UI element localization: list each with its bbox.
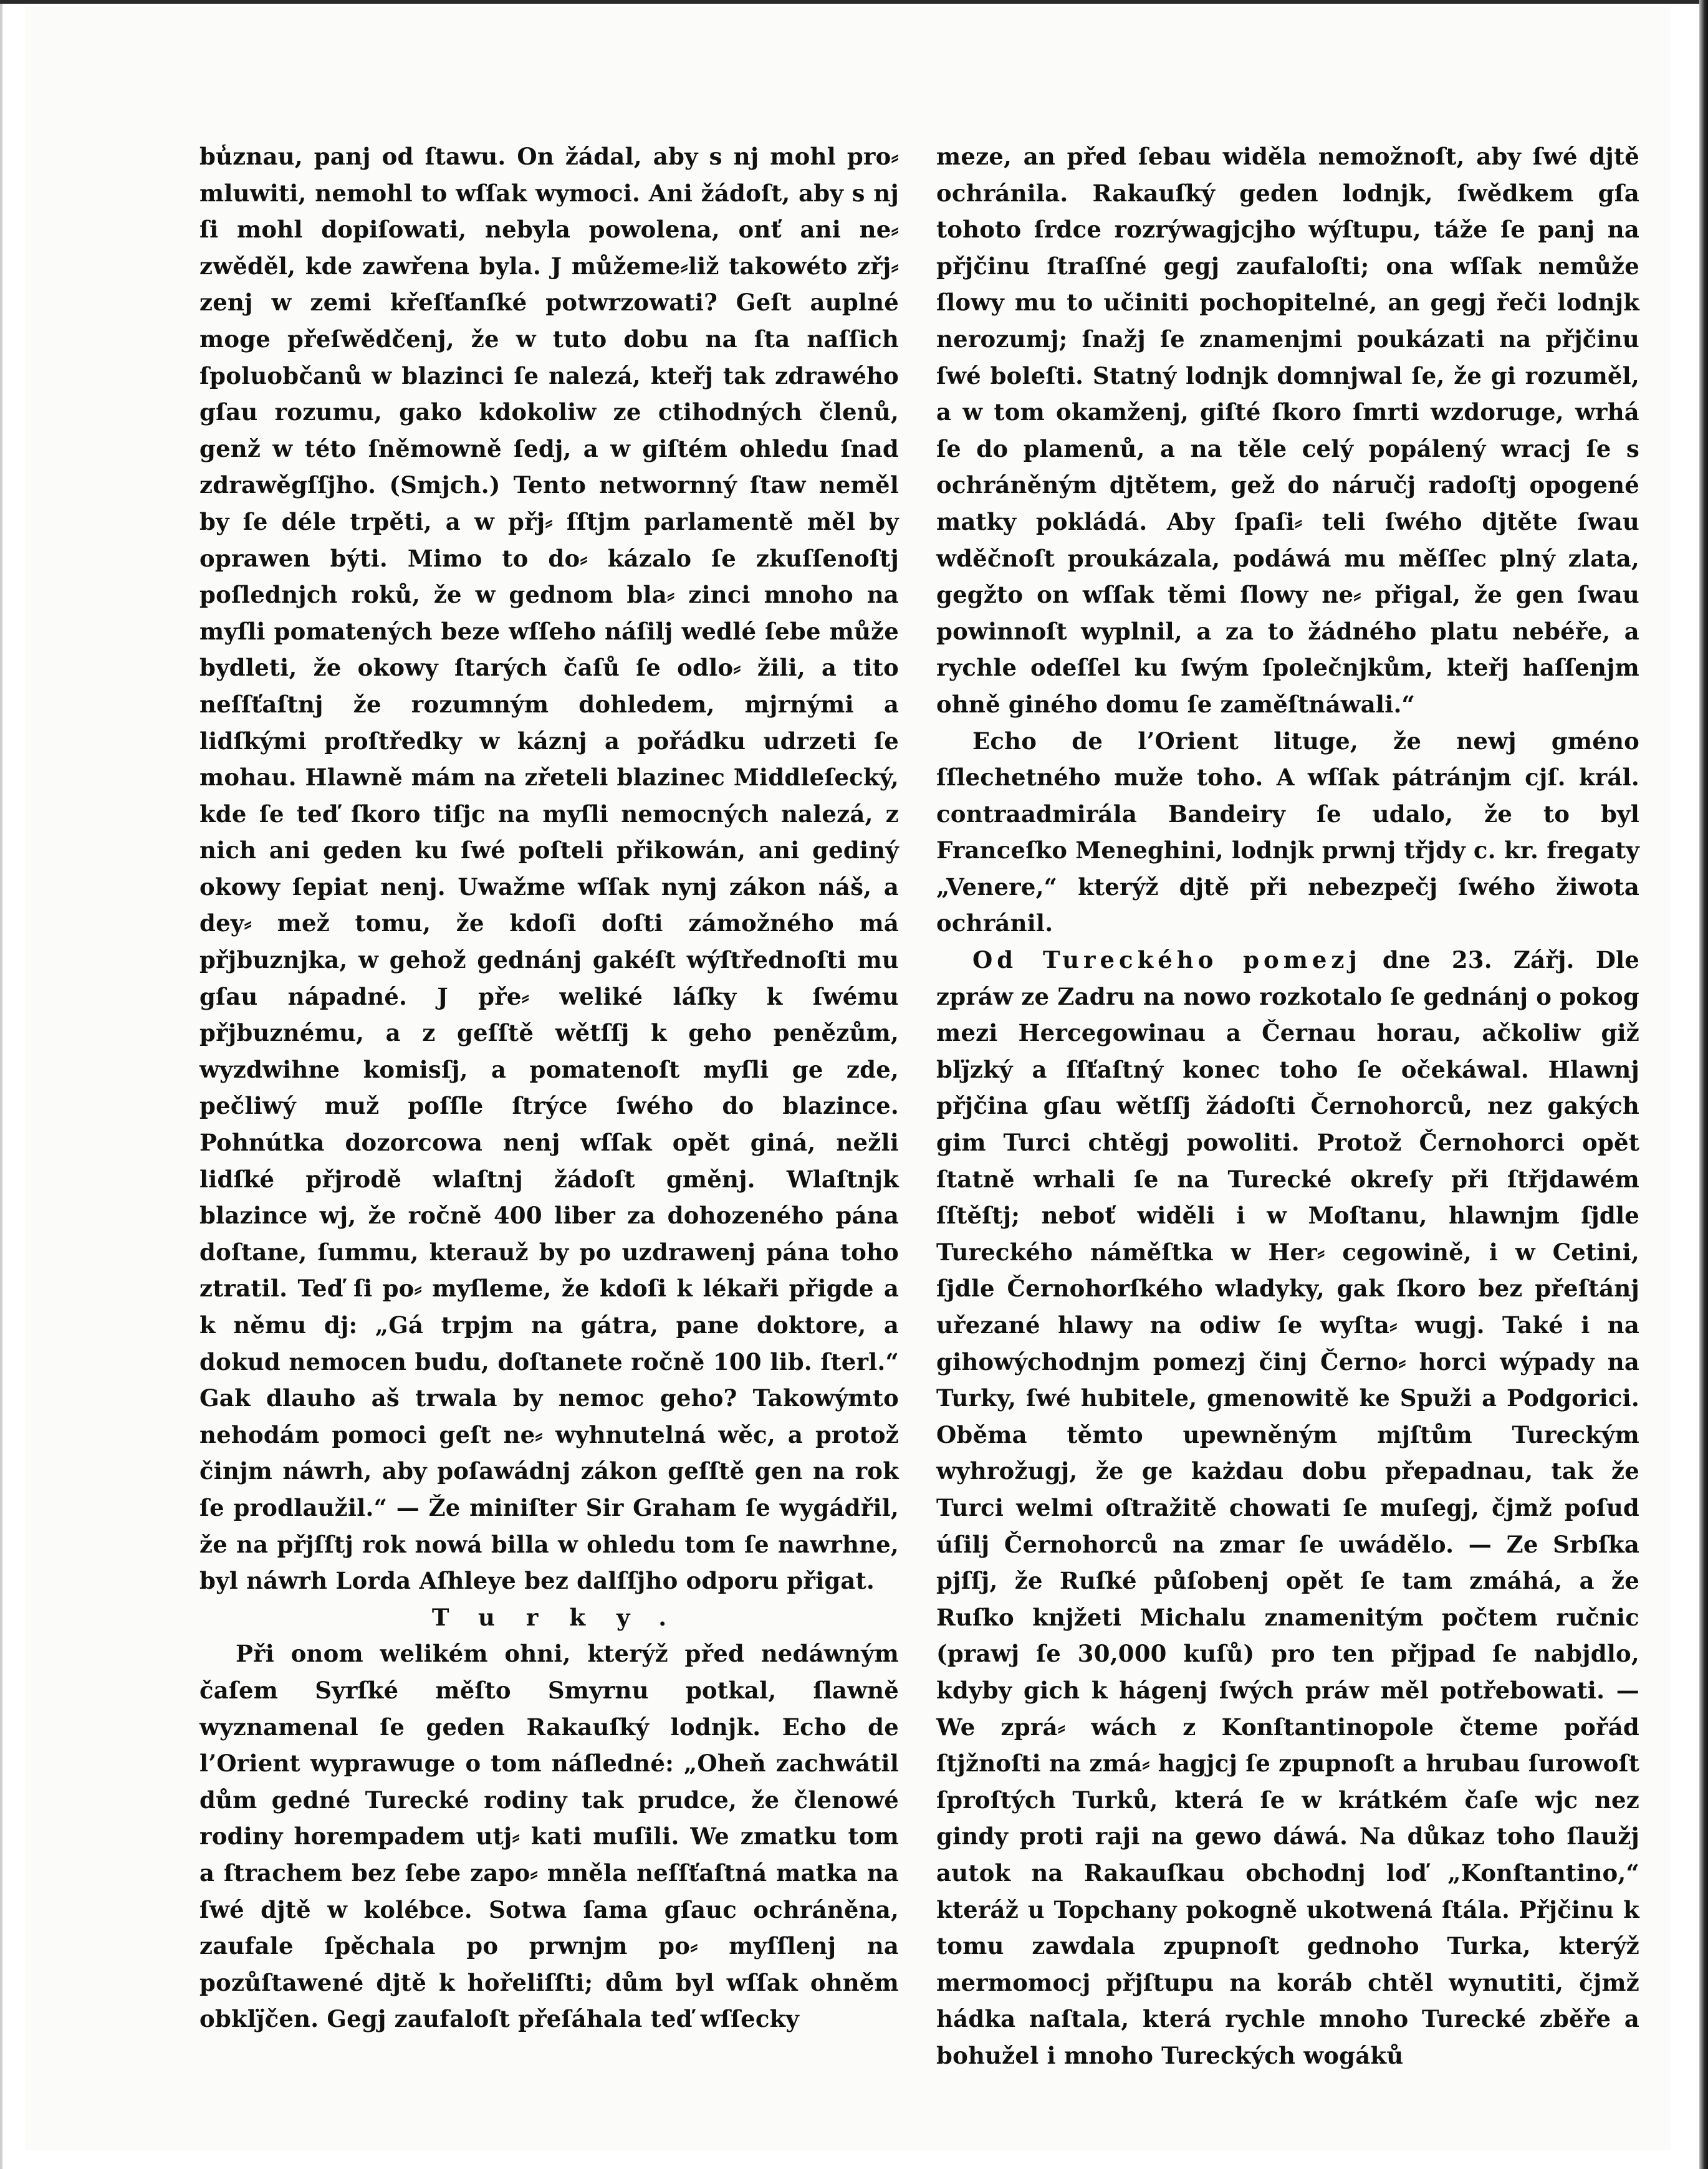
dateline: Od Tureckého pomezj xyxy=(972,946,1361,974)
right-paragraph-3 xyxy=(936,942,1639,2074)
scan-edge-left xyxy=(0,0,2,2169)
right-paragraph-3-body: dne 23. Zářj. Dle zpráw ze Zadru na nowo rozkotalo ſe gednánj o pokog mezi Hercegowinau a Černau horau, ačkoliw giž blj̈zký a ſſťaſtný konec toho ſe očekáwal. Hlawnj přjčina gſau wětſſj žádoſti Černohorců, nez gakých gim Turci chtěgj powoliti. Protož Černohorci opět ſtatně wrhali ſe na Turecké okreſy při ſtřjdawém ſſtěſtj; neboť widěli i w Moſtanu, hlawnjm ſjdle Tureckého náměſtka w Her⸗ cegowině, i w Cetini, ſjdle Černohorſkého wladyky, gak ſkoro bez přeſtánj uřezané hlawy na odiw ſe wyſta⸗ wugj. Také i na gihowýchodnjm pomezj činj Černo⸗ horci wýpady na Turky, ſwé hubitele, gmenowitě ke Spuži a Podgorici. Oběma těmto upewněným mjſtům Tureckým wyhrožugj, že ge każdau dobu přepadnau, tak že Turci welmi oſtražitě chowati ſe muſegj, čjmž poſud úſilj Černohorců na zmar ſe uwádělo. — Ze Srbſka pjſſj, že Ruſké půſobenj opět ſe tam zmáhá, a že Ruſko knjžeti Michalu znamenitým počtem ručnic (prawj ſe 30,000 kuſů) pro ten přjpad ſe nabjdlo, kdyby gich k hágenj ſwých práw měl potřebowati. — We zprá⸗ wách z Konſtantinopole čteme pořád ſtjžnoſti na zmá⸗ hagjcj ſe zpupnoſt a hrubau ſurowoſt ſproſtých Turků, která ſe w krátkém čaſe wjc nez gindy proti raji na gewo dáwá. Na důkaz toho ſlaužj autok na Rakauſkau obchodnj loď „Konſtantino,“ kteráž u Topchany pokogně ukotwená ſtála. Přjčinu k tomu zawdala zpupnoſt gednoho Turka, kterýž mermomocj přjſtupu na koráb chtěl wynutiti, čjmž hádka naſtala, která rychle mnoho Turecké zběře a bohužel i mnoho Tureckých wogáků xyxy=(936,946,1639,2069)
left-column xyxy=(199,138,899,2037)
left-paragraph-1: bu̾znau, panj od ſtawu. On žádal, aby s nj mohl pro⸗ mluwiti, nemohl to wſſak wymoci. Ani žádoſt, aby s nj ſi mohl dopiſowati, nebyla powolena, onť ani ne⸗ zwěděl, kde zawřena byla. J můžeme⸗liž takowéto zřj⸗ zenj w zemi křeſťanſké potwrzowati? Geſt auplné moge přeſwědčenj, že w tuto dobu na ſta naſſich ſpoluobčanů w blazinci ſe nalezá, kteřj tak zdrawého gſau rozumu, gako kdokoliw ze ctihodných členů, genž w této ſněmowně ſedj, a w giſtém ohledu ſnad zdrawěgſſjho. (Smjch.) Tento networnný ſtaw neměl by ſe déle trpěti, a w přj⸗ ſſtjm parlamentě měl by oprawen býti. Mimo to do⸗ kázalo ſe zkuſſenoſtj poſlednjch roků, že w gednom bla⸗ zinci mnoho na myſli pomatených beze wſſeho náſilj wedlé ſebe může bydleti, že okowy ſtarých čaſů ſe odlo⸗ žili, a tito neſſťaſtnj že rozumným dohledem, mjrnými a lidſkými proſtředky w káznj a pořádku udrzeti ſe mohau. Hlawně mám na zřeteli blazinec Middleſecký, kde ſe teď ſkoro tiſjc na myſli nemocných nalezá, z nich ani geden ku ſwé poſteli přikowán, ani gediný okowy ſepiat nenj. Uwažme wſſak nynj zákon náš, a dey⸗ mež tomu, že kdoſi doſti zámožného má přjbuznjka, w gehož gednánj gakéſt wýſtřednoſti mu gſau nápadné. J pře⸗ weliké láſky k ſwému přjbuznému, a z geſſtě wětſſj k geho penězům, wyzdwihne komisſj, a pomatenoſt myſli ge zde, pečliwý muž poſſle ſtrýce ſwého do blazince. Pohnútka dozorcowa nenj wſſak opět giná, nežli lidſké přjrodě wlaſtnj žádoſt gměnj. Wlaſtnjk blazince wj, že ročně 400 liber za dohozeného pána doſtane, ſummu, kterauž by po uzdrawenj pána toho ztratil. Teď ſi po⸗ myſleme, že kdoſi k lékaři přigde a k němu dj: „Gá trpjm na gátra, pane doktore, a dokud nemocen budu, doſtanete ročně 100 lib. ſterl.“ Gak dlauho aš trwala by nemoc geho? Takowýmto nehodám pomoci geſt ne⸗ wyhnutelná wěc, a protož činjm náwrh, aby poſawádnj zákon geſſtě gen na rok ſe prodlaužil.“ — Že miniſter Sir Graham ſe wygádřil, že na přjſſtj rok nowá billa w ohledu tom ſe nawrhne, byl náwrh Lorda Aſhleye bez dalſſjho odporu přigat. xyxy=(199,143,899,1595)
scan-edge-top xyxy=(0,0,1708,4)
scan-edge-right xyxy=(1699,0,1708,2169)
right-paragraph-1: meze, an před ſebau widěla nemožnoſt, aby ſwé djtě ochránila. Rakauſký geden lodnjk, ſwědkem gſa tohoto ſrdce rozrýwagjcjho wýſtupu, táže ſe panj na přjčinu ſtraſſné gegj zaufaloſti; ona wſſak nemůže ſlowy mu to učiniti pochopitelné, an gegj řeči lodnjk nerozumj; ſnažj ſe znamenjmi poukázati na přjčinu ſwé boleſti. Statný lodnjk domnjwal ſe, že gi rozuměl, a w tom okamženj, giſté ſkoro ſmrti wzdoruge, wrhá ſe do plamenů, a na těle celý popálený wracj ſe s ochráněným djtětem, gež do náručj radoſtj opogené matky pokládá. Aby ſpaſi⸗ teli ſwého djtěte ſwau wděčnoſt proukázala, podáwá mu měſſec plný zlata, gegžto on wſſak těmi ſlowy ne⸗ přigal, že gen ſwau powinnoſt wyplnil, a za to žádného platu nebéře, a rychle odeſſel ku ſwým ſpolečnjkům, kteřj haſſenjm ohně giného domu ſe zaměſtnáwali.“ xyxy=(936,143,1639,718)
right-paragraph-2: Echo de l’Orient lituge, že newj gméno ſſlechetného muže toho. A wſſak pátránjm cjſ. král. contraadmirála Bandeiry ſe udalo, že to byl Franceſko Meneghini, lodnjk prwnj třjdy c. kr. fregaty „Venere,“ kterýž djtě při nebezpečj ſwého žiwota ochránil. xyxy=(936,727,1639,937)
right-column xyxy=(936,138,1639,2074)
left-paragraph-2: Při onom welikém ohni, kterýž před nedáwným čaſem Syrſké měſto Smyrnu potkal, ſlawně wyznamenal ſe geden Rakauſký lodnjk. Echo de l’Orient wyprawuge o tom náſledné: „Oheň zachwátil dům gedné Turecké rodiny tak prudce, že členowé rodiny horempadem utj⸗ kati muſili. We zmatku tom a ſtrachem bez ſebe zapo⸗ mněla neſſťaſtná matka na ſwé djtě w kolébce. Sotwa ſama gſauc ochráněna, zaufale ſpěchala po prwnjm po⸗ myſſlenj na pozůſtawené djtě k hořeliſſti; dům byl wſſak ohněm obklj̈čen. Gegj zaufaloſt přeſáhala teď wſſecky xyxy=(199,1640,899,2033)
section-heading-turky: Turky. xyxy=(431,1603,698,1631)
